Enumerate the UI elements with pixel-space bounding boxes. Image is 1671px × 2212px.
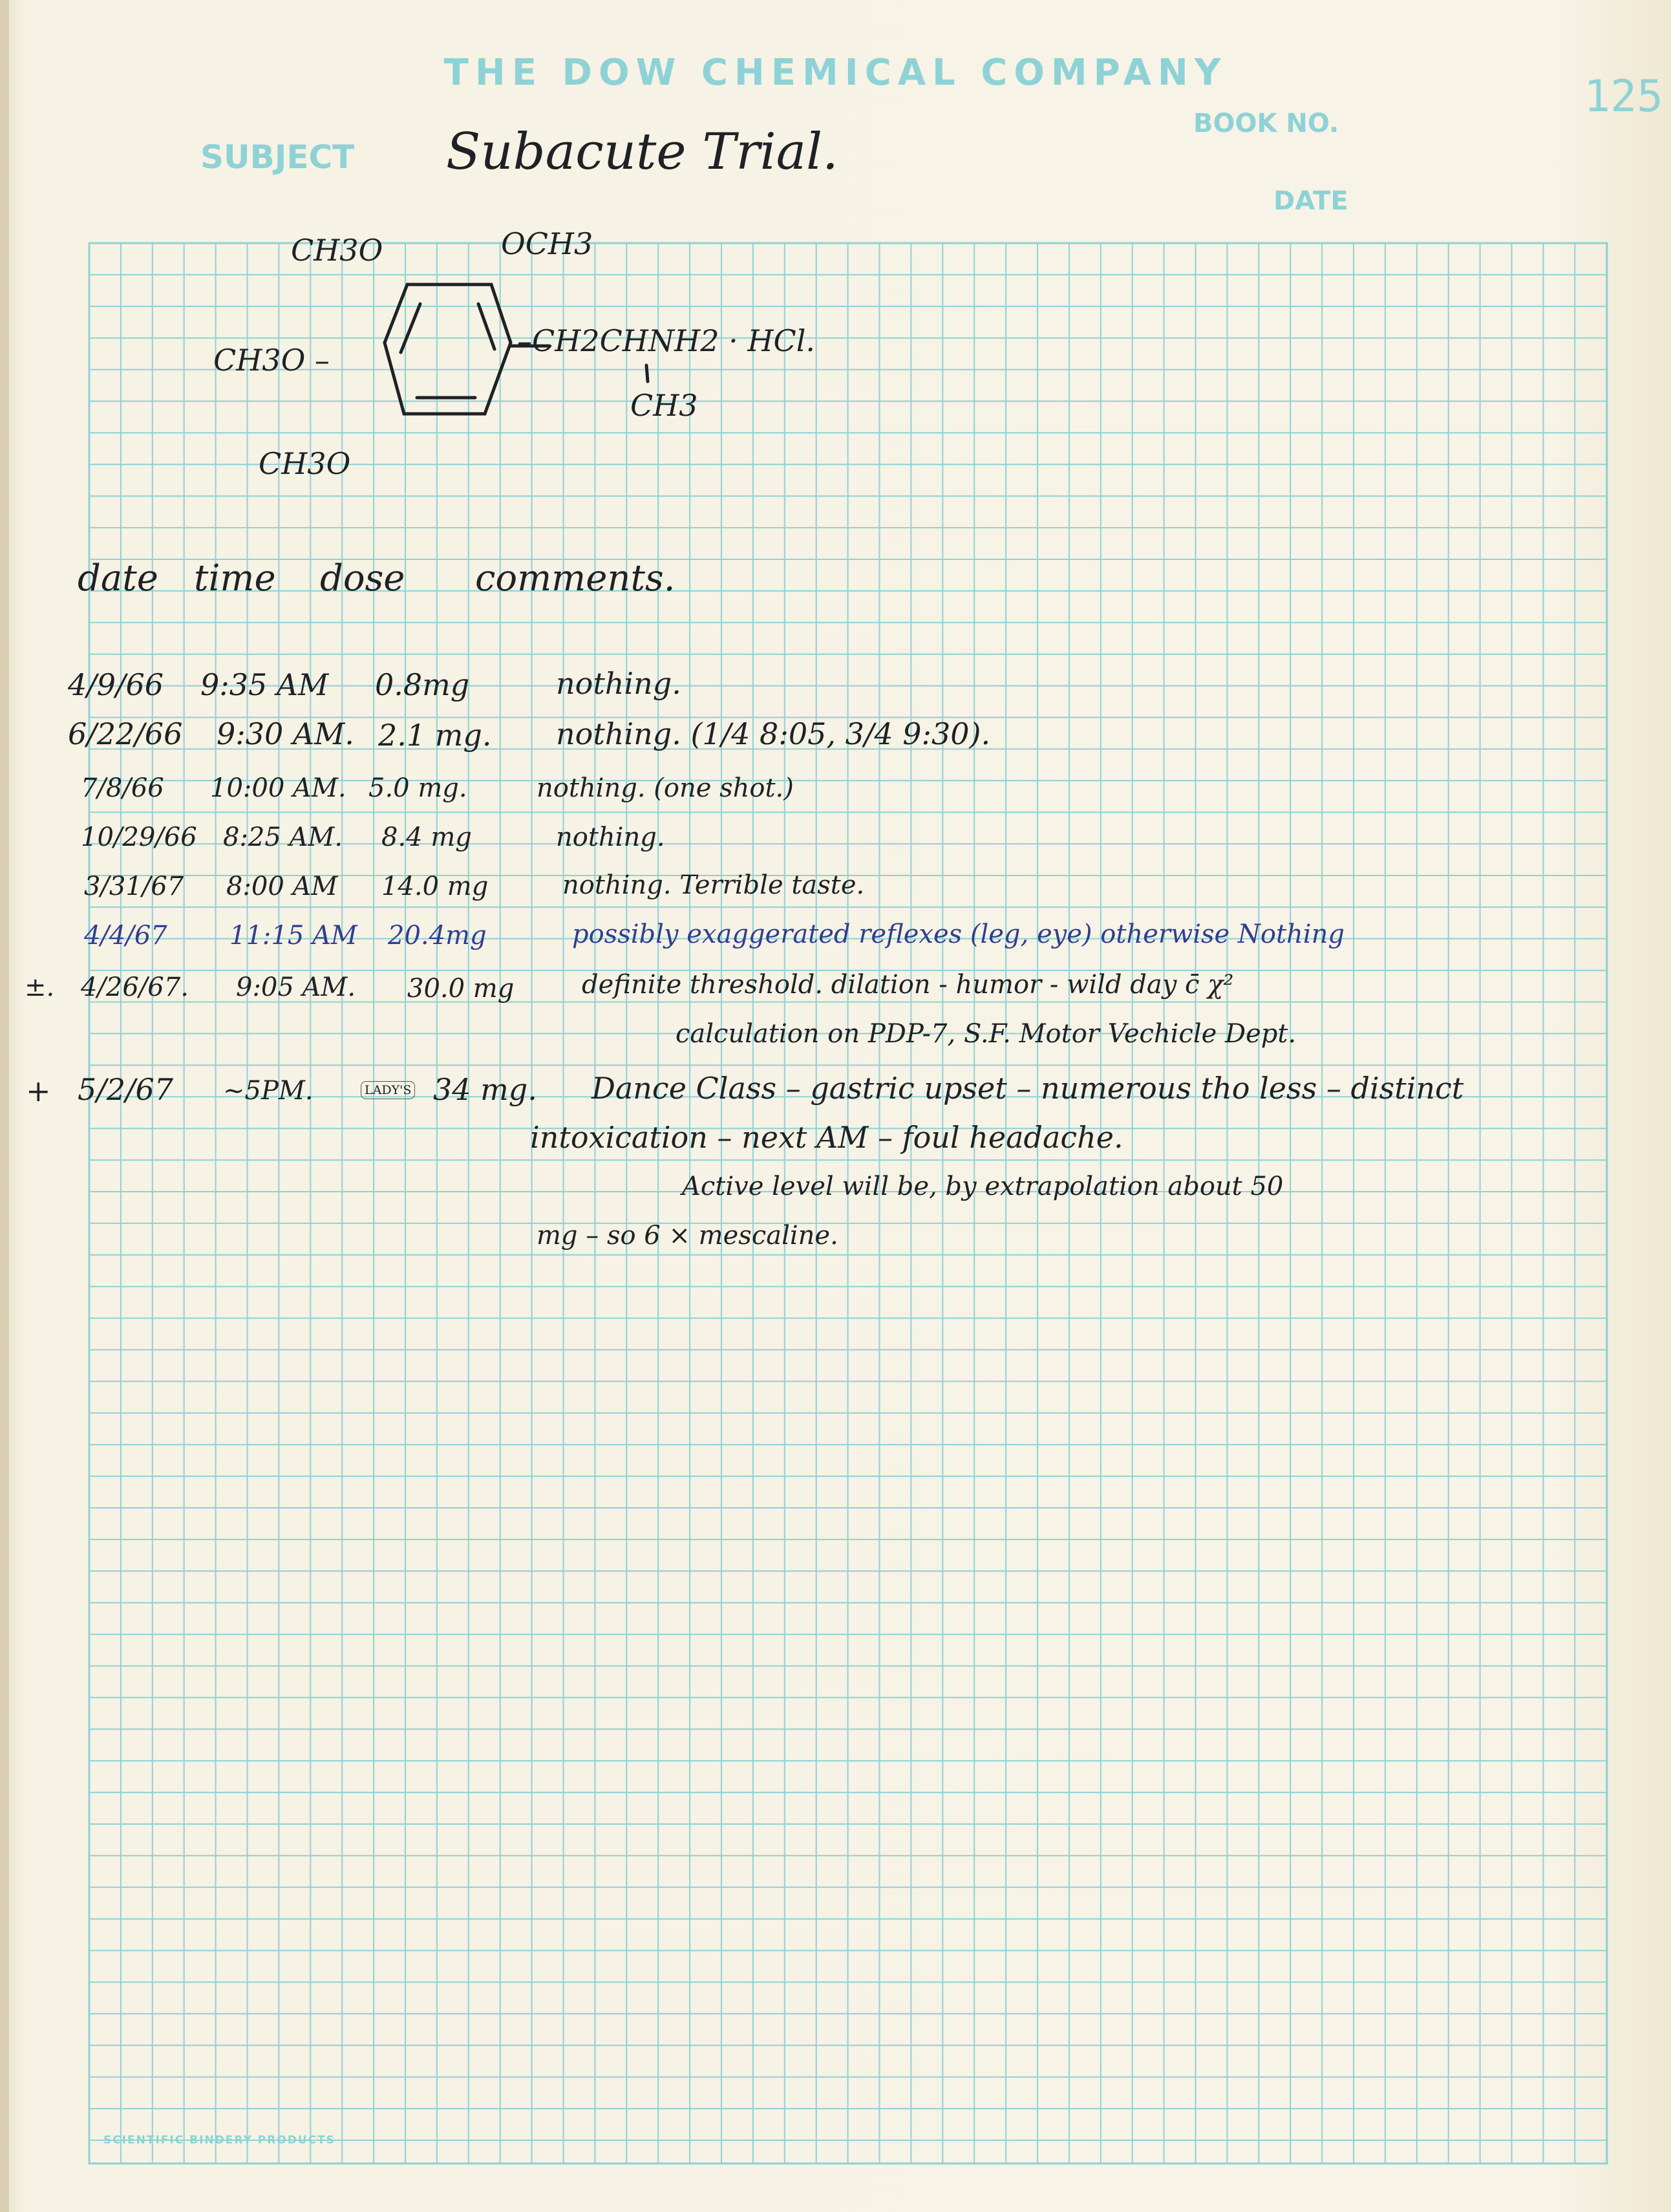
entry-date: 4/26/67. xyxy=(81,972,189,1002)
entry-dose: 5.0 mg. xyxy=(368,773,467,803)
book-number-label: BOOK NO. xyxy=(1193,109,1339,138)
entry-mark: ±. xyxy=(25,972,55,1002)
benzene-ring-drawing xyxy=(0,0,1671,582)
page-number: 125 xyxy=(1584,71,1663,122)
subject-value: Subacute Trial. xyxy=(446,123,838,181)
column-heading-comments: comments. xyxy=(475,557,676,599)
structure-methyl: CH3 xyxy=(630,388,698,423)
entry-date: 4/4/67 xyxy=(84,921,167,950)
entry-dose: 2.1 mg. xyxy=(378,718,492,753)
column-heading-dose: dose xyxy=(320,557,405,599)
structure-bottom-left-methoxy: CH3O xyxy=(259,446,351,481)
entry-comment-continued: intoxication – next AM – foul headache. xyxy=(530,1120,1123,1155)
entry-time: 9:35 AM xyxy=(200,667,329,702)
entry-comment-continued: calculation on PDP-7, S.F. Motor Vechicle Dept. xyxy=(676,1019,1297,1049)
conclusion-line-2: mg – so 6 × mescaline. xyxy=(537,1221,838,1251)
entry-dose: 8.4 mg xyxy=(381,822,472,852)
entry-dose: 30.0 mg xyxy=(407,974,515,1004)
entry-date: 3/31/67 xyxy=(84,872,184,901)
entry-comment: Dance Class – gastric upset – numerous tho less – distinct xyxy=(591,1071,1464,1106)
entry-comment: nothing. Terrible taste. xyxy=(562,870,865,900)
entry-date: 5/2/67 xyxy=(78,1072,174,1107)
column-heading-date: date xyxy=(78,557,158,599)
structure-top-left-methoxy: CH3O xyxy=(291,233,383,268)
entry-comment: possibly exaggerated reflexes (leg, eye) otherwise Nothing xyxy=(572,919,1345,949)
structure-side-chain: –CH2CHNH2 · HCl. xyxy=(517,323,816,358)
entry-time: 8:00 AM xyxy=(226,872,338,901)
entry-time: 11:15 AM xyxy=(229,921,357,950)
printer-imprint: SCIENTIFIC BINDERY PRODUCTS xyxy=(103,2134,335,2147)
entry-time: 9:05 AM. xyxy=(236,972,356,1002)
entry-mark: + xyxy=(26,1073,51,1108)
entry-dose: 34 mg. xyxy=(433,1072,537,1107)
entry-dose: 14.0 mg xyxy=(381,872,489,901)
entry-dose: 20.4mg xyxy=(388,921,487,950)
entry-comment: definite threshold. dilation - humor - wild day c̄ χ² xyxy=(582,970,1234,1000)
entry-comment: nothing. (1/4 8:05, 3/4 9:30). xyxy=(556,716,991,751)
subject-label: SUBJECT xyxy=(200,138,355,176)
entry-comment: nothing. xyxy=(556,666,681,701)
entry-time: 8:25 AM. xyxy=(223,822,343,852)
entry-comment: nothing. xyxy=(556,822,665,852)
column-heading-time: time xyxy=(194,557,276,599)
company-header: THE DOW CHEMICAL COMPANY xyxy=(443,52,1228,94)
entry-dose: 0.8mg xyxy=(375,667,470,702)
entry-date: 6/22/66 xyxy=(68,716,183,751)
structure-left-methoxy: CH3O – xyxy=(213,343,330,378)
entry-date: 10/29/66 xyxy=(81,822,197,852)
entry-time: 9:30 AM. xyxy=(217,716,354,751)
conclusion-line-1: Active level will be, by extrapolation about 50 xyxy=(682,1172,1284,1201)
date-label: DATE xyxy=(1273,186,1348,216)
entry-time: ~5PM. xyxy=(223,1076,314,1106)
entry-comment: nothing. (one shot.) xyxy=(537,773,794,803)
entry-date: 7/8/66 xyxy=(81,773,164,803)
entry-date: 4/9/66 xyxy=(68,667,164,702)
entry-time: 10:00 AM. xyxy=(210,773,346,803)
entry-note-tag: LADY'S xyxy=(361,1081,415,1099)
structure-top-right-methoxy: OCH3 xyxy=(501,226,593,261)
